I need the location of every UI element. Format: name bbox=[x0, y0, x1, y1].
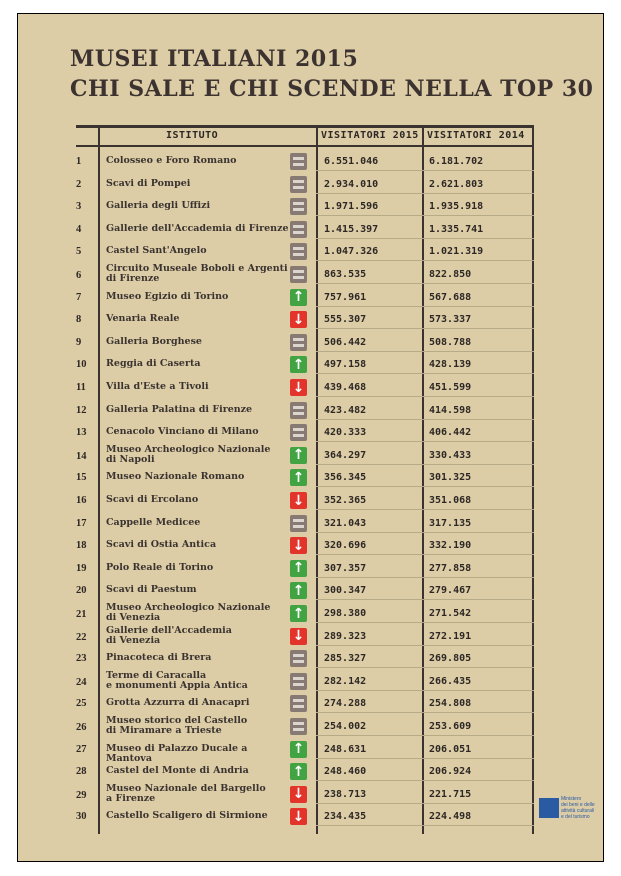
arrow-up-icon: ↑ bbox=[290, 560, 307, 577]
visitors-2015: 497.158 bbox=[324, 359, 367, 371]
visitors-2015: 1.971.596 bbox=[324, 201, 379, 213]
rank-number: 18 bbox=[76, 540, 87, 552]
museum-name-line: Scavi di Ercolano bbox=[106, 494, 199, 505]
equal-bar bbox=[293, 163, 304, 166]
museum-name-line: Museo Archeologico Nazionale bbox=[106, 602, 271, 613]
visitors-2014: 414.598 bbox=[429, 404, 472, 416]
equal-bar bbox=[293, 434, 304, 437]
rank-number: 24 bbox=[76, 676, 87, 688]
row-underline bbox=[316, 260, 534, 261]
visitors-2015: 234.435 bbox=[324, 811, 367, 823]
museum-name bbox=[106, 811, 290, 821]
row-underline bbox=[316, 441, 534, 442]
rank-number: 5 bbox=[76, 246, 82, 258]
row-underline bbox=[316, 532, 534, 533]
arrow-down-icon: ↓ bbox=[290, 311, 307, 328]
museum-name-line: Castel del Monte di Andria bbox=[106, 765, 249, 777]
equal-bar bbox=[293, 412, 304, 415]
rank-number: 7 bbox=[76, 291, 82, 303]
visitors-2014: 301.325 bbox=[429, 472, 472, 484]
table-row bbox=[18, 196, 605, 218]
arrow-up-icon: ↑ bbox=[290, 356, 307, 373]
equal-icon bbox=[290, 266, 307, 283]
museum-name-line: di Firenze bbox=[106, 273, 160, 284]
table-row bbox=[18, 490, 605, 512]
row-underline bbox=[316, 667, 534, 668]
equal-bar bbox=[293, 728, 304, 731]
row-underline bbox=[316, 419, 534, 420]
visitors-2014: 266.435 bbox=[429, 675, 472, 687]
table-row bbox=[18, 151, 605, 173]
table-row bbox=[18, 241, 605, 263]
visitors-2015: 6.551.046 bbox=[324, 156, 379, 167]
rank-number: 14 bbox=[76, 450, 87, 462]
visitors-2014: 332.190 bbox=[429, 540, 472, 552]
visitors-2015: 282.142 bbox=[324, 675, 367, 687]
visitors-2014: 1.935.918 bbox=[429, 201, 484, 213]
museum-name-line: Colosseo e Foro Romano bbox=[106, 155, 237, 166]
museum-name bbox=[106, 766, 290, 776]
visitors-2014: 269.805 bbox=[429, 653, 472, 665]
rank-number: 23 bbox=[76, 653, 87, 665]
rank-number: 26 bbox=[76, 722, 87, 733]
museum-name bbox=[106, 201, 290, 211]
row-underline bbox=[316, 825, 534, 826]
rank-number: 15 bbox=[76, 472, 87, 484]
equal-bar bbox=[293, 519, 304, 522]
museum-name-line: Scavi di Ostia Antica bbox=[106, 539, 217, 551]
visitors-2015: 352.365 bbox=[324, 495, 367, 506]
table-row bbox=[18, 784, 605, 806]
rank-number: 30 bbox=[76, 811, 87, 823]
row-underline bbox=[316, 373, 534, 374]
equal-icon bbox=[290, 424, 307, 441]
table-row bbox=[18, 377, 605, 399]
museum-name bbox=[106, 427, 290, 437]
visitors-2015: 298.380 bbox=[324, 608, 367, 619]
arrow-up-icon: ↑ bbox=[290, 763, 307, 780]
rank-number: 28 bbox=[76, 766, 87, 778]
equal-icon bbox=[290, 650, 307, 667]
table-row bbox=[18, 535, 605, 557]
table-row bbox=[18, 648, 605, 670]
museum-name-line: Cenacolo Vinciano di Milano bbox=[106, 426, 259, 438]
arrow-down-icon: ↓ bbox=[290, 537, 307, 554]
equal-bar bbox=[293, 338, 304, 341]
visitors-2015: 863.535 bbox=[324, 269, 367, 280]
equal-bar bbox=[293, 276, 304, 279]
museum-name bbox=[106, 540, 290, 550]
equal-bar bbox=[293, 428, 304, 431]
museum-name-line: e monumenti Appia Antica bbox=[106, 679, 248, 691]
poster bbox=[17, 13, 604, 862]
visitors-2015: 2.934.010 bbox=[324, 178, 379, 190]
museum-name bbox=[106, 784, 290, 804]
table-row bbox=[18, 761, 605, 783]
visitors-2015: 300.347 bbox=[324, 585, 367, 597]
museum-name-line: Scavi di Paestum bbox=[106, 584, 197, 596]
museum-name-line: Gallerie dell'Accademia bbox=[106, 624, 232, 636]
visitors-2014: 254.808 bbox=[429, 698, 472, 710]
visitors-2014: 351.068 bbox=[429, 495, 472, 506]
ministry-text bbox=[561, 796, 601, 820]
visitors-2014: 2.621.803 bbox=[429, 178, 484, 190]
rank-number: 22 bbox=[76, 631, 87, 643]
row-underline bbox=[316, 283, 534, 284]
equal-bar bbox=[293, 247, 304, 250]
row-underline bbox=[316, 780, 534, 781]
visitors-2014: 508.788 bbox=[429, 336, 472, 348]
equal-bar bbox=[293, 683, 304, 686]
museum-name-line: a Firenze bbox=[106, 792, 156, 804]
visitors-2014: 428.139 bbox=[429, 359, 472, 371]
museum-name-line: Reggia di Caserta bbox=[106, 358, 201, 370]
equal-icon bbox=[290, 243, 307, 260]
museum-name bbox=[106, 314, 290, 324]
visitors-2014: 224.498 bbox=[429, 811, 472, 823]
visitors-2014: 330.433 bbox=[429, 449, 472, 461]
ministry-line-1: Ministero bbox=[561, 796, 582, 802]
visitors-2014: 406.442 bbox=[429, 427, 472, 439]
visitors-2015: 248.631 bbox=[324, 743, 367, 755]
museum-name-line: Scavi di Pompei bbox=[106, 177, 191, 189]
visitors-2015: 1.047.326 bbox=[324, 246, 379, 258]
equal-bar bbox=[293, 270, 304, 273]
visitors-2014: 206.924 bbox=[429, 766, 472, 778]
museum-name bbox=[106, 405, 290, 415]
museum-name-line: di Miramare a Trieste bbox=[106, 725, 222, 736]
rank-number: 17 bbox=[76, 517, 87, 529]
visitors-2015: 307.357 bbox=[324, 562, 367, 574]
visitors-2015: 285.327 bbox=[324, 653, 367, 665]
museum-name bbox=[106, 653, 290, 663]
row-underline bbox=[316, 758, 534, 759]
visitors-2015: 555.307 bbox=[324, 314, 367, 326]
arrow-up-icon: ↑ bbox=[290, 447, 307, 464]
visitors-2014: 206.051 bbox=[429, 743, 472, 755]
equal-bar bbox=[293, 654, 304, 657]
visitors-2014: 277.858 bbox=[429, 562, 472, 574]
equal-bar bbox=[293, 344, 304, 347]
arrow-down-icon: ↓ bbox=[290, 786, 307, 803]
equal-bar bbox=[293, 231, 304, 234]
equal-icon bbox=[290, 718, 307, 735]
title-line-1: MUSEI ITALIANI 2015 bbox=[70, 46, 359, 72]
table-row bbox=[18, 580, 605, 602]
rank-number: 6 bbox=[76, 270, 82, 281]
table-row bbox=[18, 219, 605, 241]
equal-bar bbox=[293, 677, 304, 680]
museum-name-line: Museo Nazionale del Bargello bbox=[106, 782, 266, 794]
table-row bbox=[18, 264, 605, 286]
equal-icon bbox=[290, 198, 307, 215]
table-row bbox=[18, 603, 605, 625]
visitors-2014: 272.191 bbox=[429, 630, 472, 642]
visitors-2015: 289.323 bbox=[324, 630, 367, 642]
rank-number: 21 bbox=[76, 609, 87, 620]
row-underline bbox=[316, 464, 534, 465]
row-underline bbox=[316, 622, 534, 623]
row-underline bbox=[316, 599, 534, 600]
row-underline bbox=[316, 193, 534, 194]
equal-icon bbox=[290, 334, 307, 351]
rank-number: 9 bbox=[76, 336, 82, 348]
table-row bbox=[18, 693, 605, 715]
visitors-2015: 274.288 bbox=[324, 698, 367, 710]
rank-number: 11 bbox=[76, 382, 86, 393]
museum-name-line: Grotta Azzurra di Anacapri bbox=[106, 697, 250, 709]
equal-bar bbox=[293, 208, 304, 211]
ministry-line-4: e del turismo bbox=[561, 814, 590, 820]
arrow-down-icon: ↓ bbox=[290, 628, 307, 645]
table-top-rule bbox=[76, 125, 534, 128]
museum-name bbox=[106, 382, 290, 392]
museum-name bbox=[106, 264, 290, 284]
equal-bar bbox=[293, 157, 304, 160]
equal-icon bbox=[290, 221, 307, 238]
visitors-2014: 6.181.702 bbox=[429, 156, 484, 167]
visitors-2015: 506.442 bbox=[324, 336, 367, 348]
table-row bbox=[18, 716, 605, 738]
visitors-2015: 423.482 bbox=[324, 404, 367, 416]
museum-name-line: Museo di Palazzo Ducale a Mantova bbox=[106, 742, 248, 764]
table-row bbox=[18, 558, 605, 580]
rank-number: 12 bbox=[76, 404, 87, 416]
row-underline bbox=[316, 735, 534, 736]
visitors-2014: 567.688 bbox=[429, 291, 472, 303]
rank-number: 3 bbox=[76, 201, 82, 213]
museum-name bbox=[106, 495, 290, 505]
table-row bbox=[18, 671, 605, 693]
equal-icon bbox=[290, 176, 307, 193]
equal-bar bbox=[293, 699, 304, 702]
visitors-2015: 1.415.397 bbox=[324, 223, 379, 235]
museum-name-line: Galleria Palatina di Firenze bbox=[106, 403, 253, 415]
rank-number: 2 bbox=[76, 178, 82, 190]
museum-name bbox=[106, 224, 290, 234]
museum-name bbox=[106, 518, 290, 528]
table-row bbox=[18, 513, 605, 535]
equal-bar bbox=[293, 406, 304, 409]
rank-number: 8 bbox=[76, 314, 82, 326]
arrow-up-icon: ↑ bbox=[290, 605, 307, 622]
ministry-line-2: dei beni e delle bbox=[561, 802, 595, 808]
visitors-2014: 451.599 bbox=[429, 382, 472, 393]
equal-bar bbox=[293, 525, 304, 528]
visitors-2014: 221.715 bbox=[429, 788, 472, 800]
table-row bbox=[18, 739, 605, 764]
visitors-2015: 757.961 bbox=[324, 291, 367, 303]
equal-icon bbox=[290, 515, 307, 532]
equal-bar bbox=[293, 186, 304, 189]
header-visitatori-2014: VISITATORI 2014 bbox=[427, 130, 525, 141]
museum-name-line: Polo Reale di Torino bbox=[106, 561, 214, 573]
museum-name-line: Galleria degli Uffizi bbox=[106, 200, 211, 212]
header-istituto: ISTITUTO bbox=[166, 130, 219, 141]
museum-name-line: Villa d'Este a Tivoli bbox=[106, 381, 209, 392]
museum-name-line: Pinacoteca di Brera bbox=[106, 652, 212, 664]
rank-number: 10 bbox=[76, 359, 87, 371]
museum-name-line: Museo Archeologico Nazionale bbox=[106, 443, 271, 455]
table-row bbox=[18, 626, 605, 648]
arrow-down-icon: ↓ bbox=[290, 492, 307, 509]
rank-number: 16 bbox=[76, 495, 87, 506]
visitors-2015: 420.333 bbox=[324, 427, 367, 439]
museum-name-line: Galleria Borghese bbox=[106, 335, 202, 347]
table-row bbox=[18, 332, 605, 354]
header-visitatori-2015: VISITATORI 2015 bbox=[321, 130, 419, 141]
arrow-up-icon: ↑ bbox=[290, 469, 307, 486]
table-row bbox=[18, 422, 605, 444]
museum-name bbox=[106, 337, 290, 347]
museum-name-line: Castello Scaligero di Sirmione bbox=[106, 810, 268, 822]
row-underline bbox=[316, 645, 534, 646]
row-underline bbox=[316, 577, 534, 578]
museum-name-line: Circuito Museale Boboli e Argenti bbox=[106, 263, 288, 274]
table-row bbox=[18, 354, 605, 376]
title-line-2: CHI SALE E CHI SCENDE NELLA TOP 30 bbox=[70, 76, 594, 102]
museum-name bbox=[106, 292, 290, 302]
table-row bbox=[18, 174, 605, 196]
arrow-up-icon: ↑ bbox=[290, 289, 307, 306]
visitors-2015: 439.468 bbox=[324, 382, 367, 393]
visitors-2015: 320.696 bbox=[324, 540, 367, 552]
rank-number: 29 bbox=[76, 789, 87, 801]
museum-name bbox=[106, 671, 290, 691]
visitors-2014: 253.609 bbox=[429, 721, 472, 732]
visitors-2015: 321.043 bbox=[324, 517, 367, 529]
row-underline bbox=[316, 170, 534, 171]
equal-bar bbox=[293, 202, 304, 205]
visitors-2015: 254.002 bbox=[324, 721, 367, 732]
museum-name bbox=[106, 563, 290, 573]
row-underline bbox=[316, 712, 534, 713]
table-header-rule bbox=[76, 145, 534, 147]
equal-icon bbox=[290, 402, 307, 419]
arrow-up-icon: ↑ bbox=[290, 582, 307, 599]
museum-name bbox=[106, 698, 290, 708]
visitors-2014: 1.021.319 bbox=[429, 246, 484, 258]
arrow-up-icon: ↑ bbox=[290, 741, 307, 758]
row-underline bbox=[316, 238, 534, 239]
museum-name bbox=[106, 585, 290, 595]
arrow-down-icon: ↓ bbox=[290, 808, 307, 825]
rank-number: 19 bbox=[76, 562, 87, 574]
rank-number: 1 bbox=[76, 156, 82, 167]
visitors-2014: 279.467 bbox=[429, 585, 472, 597]
row-underline bbox=[316, 306, 534, 307]
table-row bbox=[18, 467, 605, 489]
arrow-down-icon: ↓ bbox=[290, 379, 307, 396]
museum-name bbox=[106, 603, 290, 623]
equal-icon bbox=[290, 695, 307, 712]
equal-bar bbox=[293, 660, 304, 663]
museum-name bbox=[106, 716, 290, 736]
museum-name bbox=[106, 179, 290, 189]
row-underline bbox=[316, 328, 534, 329]
row-underline bbox=[316, 396, 534, 397]
table-row bbox=[18, 287, 605, 309]
museum-name bbox=[106, 156, 290, 166]
museum-name bbox=[106, 359, 290, 369]
row-underline bbox=[316, 803, 534, 804]
museum-name-line: Castel Sant'Angelo bbox=[106, 245, 207, 257]
equal-bar bbox=[293, 180, 304, 183]
visitors-2014: 573.337 bbox=[429, 314, 472, 326]
museum-name-line: Terme di Caracalla bbox=[106, 669, 207, 681]
ministry-logo bbox=[539, 796, 599, 832]
rank-number: 13 bbox=[76, 427, 87, 439]
row-underline bbox=[316, 486, 534, 487]
museum-name bbox=[106, 246, 290, 256]
row-underline bbox=[316, 690, 534, 691]
visitors-2014: 822.850 bbox=[429, 269, 472, 280]
museum-name bbox=[106, 472, 290, 482]
visitors-2014: 1.335.741 bbox=[429, 223, 484, 235]
museum-name bbox=[106, 445, 290, 465]
museum-name-line: Museo storico del Castello bbox=[106, 715, 248, 726]
row-underline bbox=[316, 351, 534, 352]
museum-name-line: Cappelle Medicee bbox=[106, 516, 201, 528]
visitors-2014: 271.542 bbox=[429, 608, 472, 619]
museum-name-line: Gallerie dell'Accademia di Firenze bbox=[106, 222, 289, 234]
visitors-2015: 238.713 bbox=[324, 788, 367, 800]
museum-name-line: Venaria Reale bbox=[106, 313, 180, 325]
museum-name-line: Museo Nazionale Romano bbox=[106, 471, 245, 483]
equal-icon bbox=[290, 673, 307, 690]
ministry-emblem-icon bbox=[539, 798, 559, 818]
equal-bar bbox=[293, 722, 304, 725]
visitors-2014: 317.135 bbox=[429, 517, 472, 529]
table-row bbox=[18, 445, 605, 467]
museum-name-line: di Napoli bbox=[106, 453, 155, 465]
table-row bbox=[18, 309, 605, 331]
row-underline bbox=[316, 554, 534, 555]
rank-number: 4 bbox=[76, 223, 82, 235]
equal-bar bbox=[293, 705, 304, 708]
visitors-2015: 248.460 bbox=[324, 766, 367, 778]
visitors-2015: 364.297 bbox=[324, 449, 367, 461]
table-row bbox=[18, 400, 605, 422]
visitors-2015: 356.345 bbox=[324, 472, 367, 484]
row-underline bbox=[316, 215, 534, 216]
table-row bbox=[18, 806, 605, 828]
rank-number: 20 bbox=[76, 585, 87, 597]
ministry-line-3: attività culturali bbox=[561, 808, 595, 814]
equal-bar bbox=[293, 225, 304, 228]
museum-name-line: Museo Egizio di Torino bbox=[106, 290, 229, 302]
rank-number: 25 bbox=[76, 698, 87, 710]
museum-name-line: di Venezia bbox=[106, 612, 161, 623]
equal-icon bbox=[290, 153, 307, 170]
museum-name-line: di Venezia bbox=[106, 634, 161, 646]
row-underline bbox=[316, 509, 534, 510]
museum-name bbox=[106, 626, 290, 646]
equal-bar bbox=[293, 253, 304, 256]
rank-number: 27 bbox=[76, 743, 87, 755]
